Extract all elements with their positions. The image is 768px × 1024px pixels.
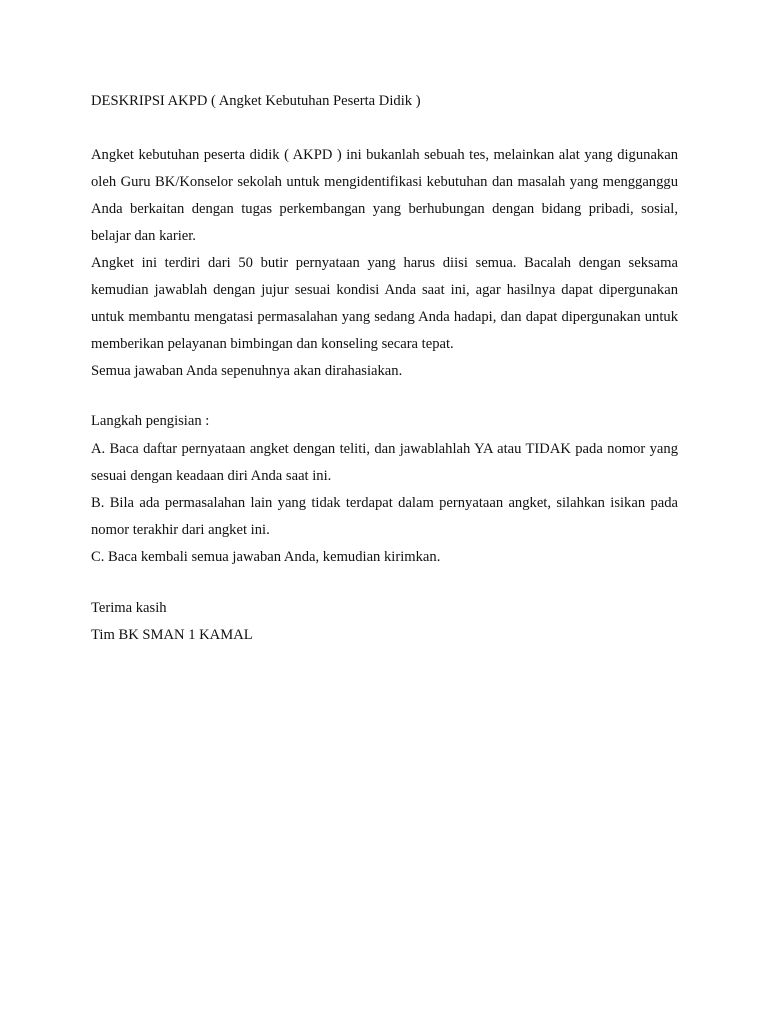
steps-heading: Langkah pengisian : xyxy=(91,413,210,429)
paragraph-purpose: Angket kebutuhan peserta didik ( AKPD ) ini bukanlah sebuah tes, melainkan alat yang digunakan oleh Guru BK/Konselor sekolah untuk mengidentifikasi kebutuhan dan masalah yang mengganggu Anda berkaitan dengan tugas perkembangan yang berhubungan dengan bidang pribadi, sosial, belajar dan karier. xyxy=(91,147,678,244)
signature-text: Tim BK SMAN 1 KAMAL xyxy=(91,627,253,643)
step-b: B. Bila ada permasalahan lain yang tidak terdapat dalam pernyataan angket, silahkan isikan pada nomor terakhir dari angket ini. xyxy=(91,495,678,538)
intro-paragraph xyxy=(91,142,678,385)
paragraph-instructions: Angket ini terdiri dari 50 butir pernyataan yang harus diisi semua. Bacalah dengan seksama kemudian jawablah dengan jujur sesuai kondisi Anda saat ini, agar hasilnya dapat dipergunakan untuk membantu mengatasi permasalahan yang sedang Anda hadapi, dan dapat dipergunakan untuk memberikan pelayanan bimbingan dan konseling secara tepat. xyxy=(91,255,678,352)
closing-block xyxy=(91,595,678,649)
step-c: C. Baca kembali semua jawaban Anda, kemudian kirimkan. xyxy=(91,549,441,565)
steps-list xyxy=(91,436,678,571)
closing-text: Terima kasih xyxy=(91,600,167,616)
step-a: A. Baca daftar pernyataan angket dengan teliti, dan jawablahlah YA atau TIDAK pada nomor yang sesuai dengan keadaan diri Anda saat ini. xyxy=(91,441,678,484)
document-title: DESKRIPSI AKPD ( Angket Kebutuhan Peserta Didik ) xyxy=(91,93,421,109)
paragraph-confidentiality: Semua jawaban Anda sepenuhnya akan dirahasiakan. xyxy=(91,363,403,379)
